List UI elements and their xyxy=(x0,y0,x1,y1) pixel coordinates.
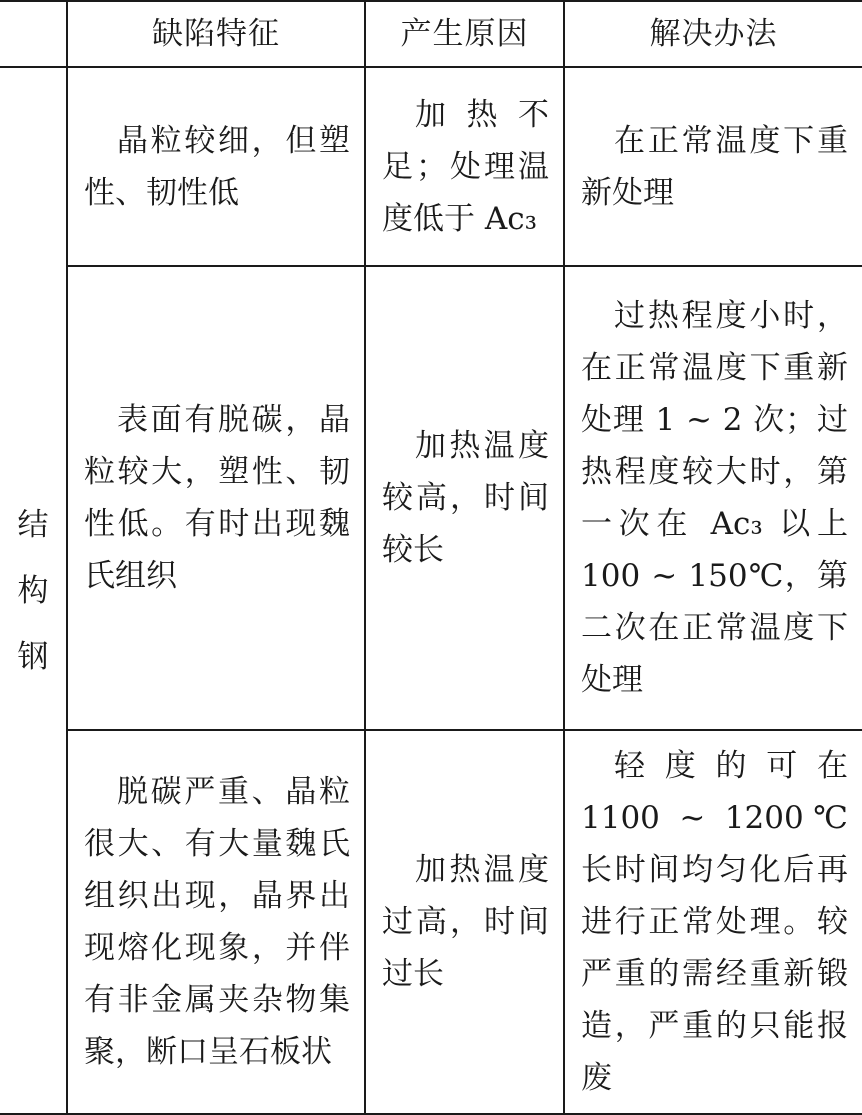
solution-text: 在正常温度下重新处理 xyxy=(581,122,848,211)
cause-text: 加 热 不足；处理温度低于 Ac₃ xyxy=(382,96,549,237)
solution-text: 过热程度小时，在正常温度下重新处理 1 ~ 2 次；过热程度较大时，第一次在 Ac₃ 以上 100 ~ 150℃，第二次在正常温度下处理 xyxy=(581,298,848,698)
header-defect-feature: 缺陷特征 xyxy=(67,1,365,67)
table-row xyxy=(0,266,862,730)
group-label-structural-steel xyxy=(0,67,67,1114)
cause-cell xyxy=(365,266,564,730)
header-solution: 解决办法 xyxy=(564,1,862,67)
group-label-char: 构 xyxy=(17,572,49,609)
cause-text: 加热温度较高，时间较长 xyxy=(382,428,549,568)
group-label-char: 钢 xyxy=(17,638,49,675)
feature-text: 脱碳严重、晶粒很大、有大量魏氏组织出现，晶界出现熔化现象，并伴有非金属夹杂物集聚，断口呈石板状 xyxy=(84,774,350,1070)
cause-cell xyxy=(365,67,564,266)
table-row xyxy=(0,730,862,1114)
header-cause: 产生原因 xyxy=(365,1,564,67)
feature-cell xyxy=(67,266,365,730)
header-blank xyxy=(0,1,67,67)
feature-text: 晶粒较细，但塑性、韧性低 xyxy=(84,122,350,211)
group-label-char: 结 xyxy=(17,506,49,543)
solution-cell xyxy=(564,67,862,266)
cause-cell xyxy=(365,730,564,1114)
table-row xyxy=(0,67,862,266)
solution-cell xyxy=(564,730,862,1114)
table-header-row xyxy=(0,1,862,67)
feature-cell xyxy=(67,730,365,1114)
cause-text: 加热温度过高，时间过长 xyxy=(382,852,549,992)
solution-text: 轻 度 的 可 在1100 ~ 1200℃长时间均匀化后再进行正常处理。较严重的需经重新锻造，严重的只能报废 xyxy=(581,748,848,1096)
feature-cell xyxy=(67,67,365,266)
feature-text: 表面有脱碳，晶粒较大，塑性、韧性低。有时出现魏氏组织 xyxy=(84,402,350,594)
solution-cell xyxy=(564,266,862,730)
